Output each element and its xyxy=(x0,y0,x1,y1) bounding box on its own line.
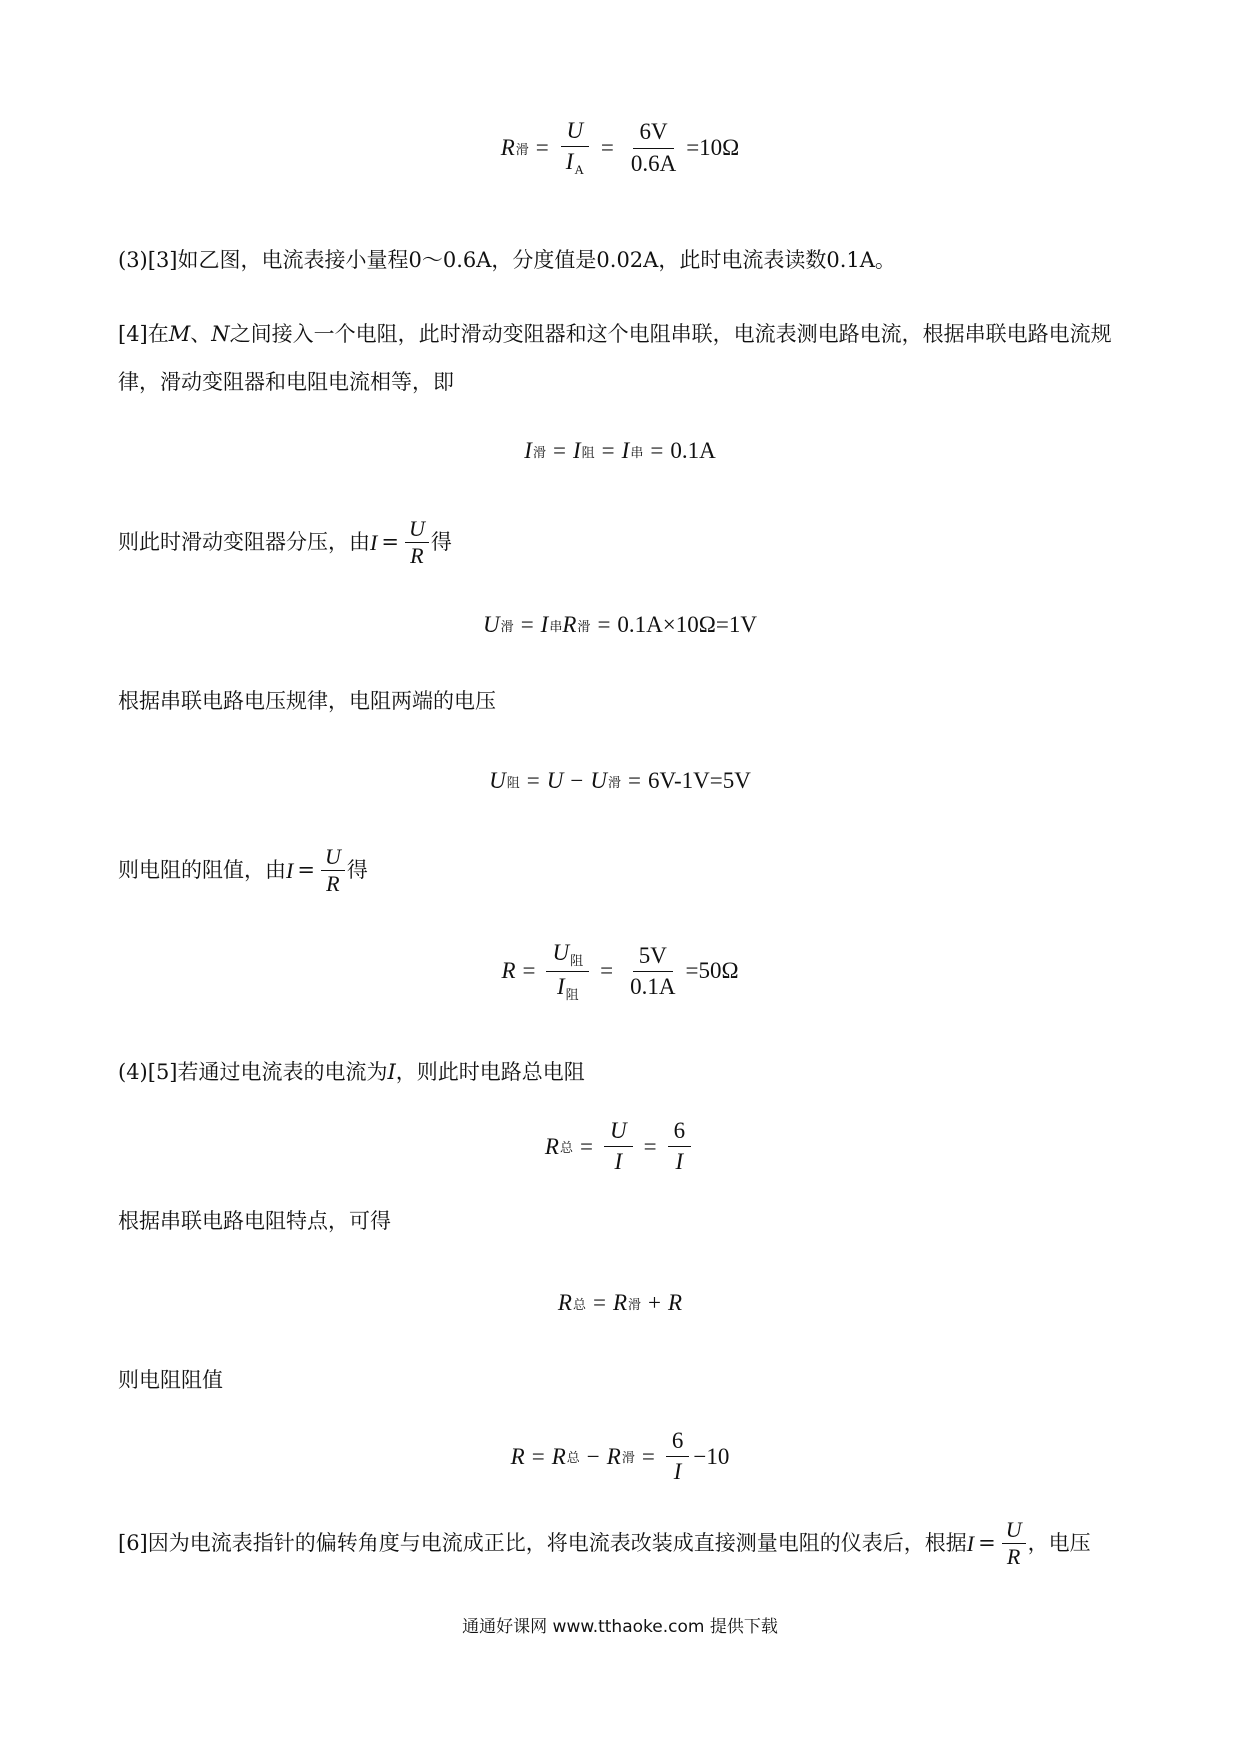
eq-sub: 滑 xyxy=(628,1296,642,1312)
eq-sub: 滑 xyxy=(532,444,546,460)
eq-var: R xyxy=(562,612,577,637)
eq-sub: 阻 xyxy=(581,444,595,460)
eq-sub: A xyxy=(574,162,584,178)
eq-var: U xyxy=(546,768,564,793)
eq-var: R xyxy=(500,135,515,161)
eq-sub: 串 xyxy=(549,618,563,634)
eq-equals: = xyxy=(526,768,540,793)
inline-var: I xyxy=(286,857,294,883)
var-i: I xyxy=(387,1060,396,1084)
text: 则此时滑动变阻器分压，由 xyxy=(118,530,370,555)
equation-resistor-voltage xyxy=(0,768,1240,794)
eq-num: 6 xyxy=(668,1118,692,1147)
equation-resistance-function xyxy=(0,1428,1240,1486)
eq-var: U xyxy=(489,768,506,793)
eq-var: I xyxy=(614,1149,623,1175)
eq-result: 0.1A×10Ω=1V xyxy=(617,612,757,637)
eq-equals: = xyxy=(579,1133,593,1159)
eq-equals: = xyxy=(592,1290,606,1315)
eq-equals: = xyxy=(600,135,614,161)
paragraph-3: (3)[3]如乙图，电流表接小量程0～0.6A，分度值是0.02A，此时电流表读数0.1A。 xyxy=(118,248,896,272)
eq-sub: 串 xyxy=(630,444,644,460)
eq-equals: = xyxy=(641,1443,655,1469)
eq-var: I xyxy=(675,1149,684,1175)
text: 、 xyxy=(190,322,212,346)
eq-den: 0.6A xyxy=(630,150,677,176)
eq-minus: − xyxy=(586,1443,600,1469)
text: [6]因为电流表指针的偏转角度与电流成正比，将电流表改装成直接测量电阻的仪表后，根据 xyxy=(118,1531,967,1556)
text: (4)[5]若通过电流表的电流为 xyxy=(118,1060,388,1084)
eq-result: =10Ω xyxy=(686,135,740,161)
eq-var: I xyxy=(524,438,532,463)
eq-sub: 滑 xyxy=(608,774,622,790)
eq-var: R xyxy=(510,1443,525,1469)
paragraph-4 xyxy=(118,310,1128,406)
eq-var: R xyxy=(544,1133,559,1159)
eq-sub: 总 xyxy=(559,1140,573,1156)
paragraph-5 xyxy=(118,517,452,568)
eq-var: R xyxy=(501,958,516,984)
eq-sub: 阻 xyxy=(506,774,520,790)
paragraph-11 xyxy=(118,1518,1091,1569)
eq-sub: 总 xyxy=(572,1296,586,1312)
text: 之间接入一个电阻，此时滑动变阻器和这个电阻串联，电流表测电路电流，根据串联电路电流规律，滑动变阻器和电阻电流相等，即 xyxy=(118,322,1112,394)
paragraph-8 xyxy=(118,1062,585,1083)
eq-result: 0.1A xyxy=(670,438,716,463)
eq-equals: = xyxy=(535,135,549,161)
eq-fraction xyxy=(625,119,682,177)
var-n: N xyxy=(211,322,230,346)
eq-var: I xyxy=(572,438,581,463)
eq-var: U xyxy=(566,118,584,143)
inline-fraction xyxy=(1002,1518,1026,1569)
eq-var: I xyxy=(565,149,574,175)
eq-result: 6V-1V=5V xyxy=(648,768,751,793)
eq-fraction xyxy=(624,943,681,1001)
eq-var: R xyxy=(612,1290,628,1315)
eq-minus: − xyxy=(570,768,584,793)
eq-equals: = xyxy=(628,768,641,793)
paragraph-7 xyxy=(118,845,368,896)
inline-var: U xyxy=(324,844,341,869)
var-m: M xyxy=(168,322,191,346)
text: 得 xyxy=(430,530,452,555)
inline-var: U xyxy=(408,516,425,541)
eq-num: 6 xyxy=(666,1428,690,1457)
eq-var: R xyxy=(551,1443,566,1469)
eq-equals: = xyxy=(601,438,615,463)
eq-equals: = xyxy=(522,958,536,984)
eq-var: R xyxy=(668,1290,683,1315)
text: 则电阻的阻值，由 xyxy=(118,858,286,883)
page-footer: 通通好课网 www.tthaoke.com 提供下载 xyxy=(462,1617,778,1637)
eq-fraction xyxy=(668,1118,692,1176)
eq-equals: = xyxy=(531,1443,545,1469)
eq-num: 6V xyxy=(633,119,673,148)
eq-var: U xyxy=(609,1118,627,1143)
eq-sub: 总 xyxy=(566,1450,580,1466)
eq-tail: −10 xyxy=(693,1443,730,1469)
inline-equals: = xyxy=(381,530,399,555)
equation-series-resistance xyxy=(0,1290,1240,1316)
eq-sub: 阻 xyxy=(570,953,584,968)
paragraph-6: 根据串联电路电压规律，电阻两端的电压 xyxy=(118,689,496,713)
eq-sub: 滑 xyxy=(577,618,591,634)
eq-den: 0.1A xyxy=(630,973,676,999)
inline-var: R xyxy=(410,543,424,569)
inline-var: U xyxy=(1005,1517,1022,1542)
text: ，电压 xyxy=(1027,1531,1091,1556)
eq-sub: 滑 xyxy=(515,141,529,157)
inline-var: I xyxy=(370,529,378,555)
eq-var: I xyxy=(556,973,565,999)
eq-equals: = xyxy=(552,438,566,463)
eq-var: I xyxy=(673,1459,682,1485)
inline-var: I xyxy=(966,1530,975,1556)
paragraph-9: 根据串联电路电阻特点，可得 xyxy=(118,1209,391,1233)
eq-fraction xyxy=(546,940,589,1003)
text: 得 xyxy=(346,858,368,883)
eq-fraction xyxy=(604,1118,633,1176)
equation-currents-equal xyxy=(0,438,1240,464)
paragraph-10: 则电阻阻值 xyxy=(118,1368,223,1392)
eq-equals: = xyxy=(650,438,664,463)
eq-var: R xyxy=(557,1290,572,1315)
eq-equals: = xyxy=(520,612,534,637)
eq-num: 5V xyxy=(633,943,673,972)
eq-var: R xyxy=(606,1443,621,1469)
inline-var: R xyxy=(1006,1544,1021,1570)
inline-equals: = xyxy=(978,1531,996,1556)
eq-result: =50Ω xyxy=(685,958,739,984)
equation-slider-resistance xyxy=(0,118,1240,178)
equation-slider-voltage xyxy=(0,612,1240,638)
inline-fraction xyxy=(405,517,429,568)
inline-var: R xyxy=(326,871,340,897)
eq-fraction xyxy=(560,118,590,178)
inline-equals: = xyxy=(297,858,315,883)
inline-fraction xyxy=(321,845,345,896)
eq-sub: 阻 xyxy=(565,986,579,1002)
equation-total-resistance xyxy=(0,1118,1240,1176)
eq-fraction xyxy=(666,1428,690,1486)
equation-resistance-value xyxy=(0,940,1240,1003)
eq-sub: 滑 xyxy=(500,618,514,634)
eq-equals: = xyxy=(600,958,614,984)
text: ，则此时电路总电阻 xyxy=(395,1060,585,1084)
eq-var: U xyxy=(483,612,500,637)
eq-var: U xyxy=(590,768,607,793)
eq-var: I xyxy=(540,612,549,637)
eq-var: U xyxy=(552,940,570,965)
eq-plus: + xyxy=(648,1290,662,1315)
eq-equals: = xyxy=(643,1133,657,1159)
eq-equals: = xyxy=(597,612,611,637)
eq-sub: 滑 xyxy=(621,1450,635,1466)
text: [4]在 xyxy=(118,322,169,346)
eq-var: I xyxy=(621,438,630,463)
